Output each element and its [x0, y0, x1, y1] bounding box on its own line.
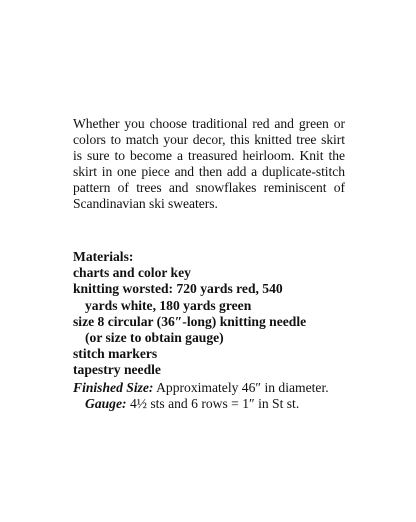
- finished-size-value: Approximately 46″ in diameter.: [153, 380, 329, 395]
- finished-size-label: Finished Size:: [73, 380, 154, 395]
- finished-size-line: [73, 380, 373, 396]
- gauge-label: Gauge:: [85, 396, 127, 412]
- materials-item-continuation: (or size to obtain gauge): [85, 330, 224, 346]
- materials-item: stitch markers: [73, 346, 158, 362]
- gauge-value: 4½ sts and 6 rows = 1″ in St st.: [126, 396, 300, 412]
- materials-item: size 8 circular (36″-long) knitting needle: [73, 313, 307, 329]
- gauge-line: [73, 396, 373, 412]
- materials-heading: Materials:: [73, 249, 134, 264]
- materials-item-continuation: yards white, 180 yards green: [85, 297, 252, 313]
- intro-paragraph: Whether you choose traditional red and green or colors to match your decor, this knitted tree skirt is sure to become a treasured heirloom. Knit the skirt in one piece and then add a duplicate-stitch pattern of trees and snowflakes reminiscent of Scandinavian ski sweaters.: [73, 116, 345, 211]
- materials-item: tapestry needle: [73, 362, 161, 378]
- specifications: [73, 380, 373, 412]
- materials-item: charts and color key: [73, 265, 191, 281]
- materials-list: [73, 249, 363, 379]
- materials-item: knitting worsted: 720 yards red, 540: [73, 281, 283, 297]
